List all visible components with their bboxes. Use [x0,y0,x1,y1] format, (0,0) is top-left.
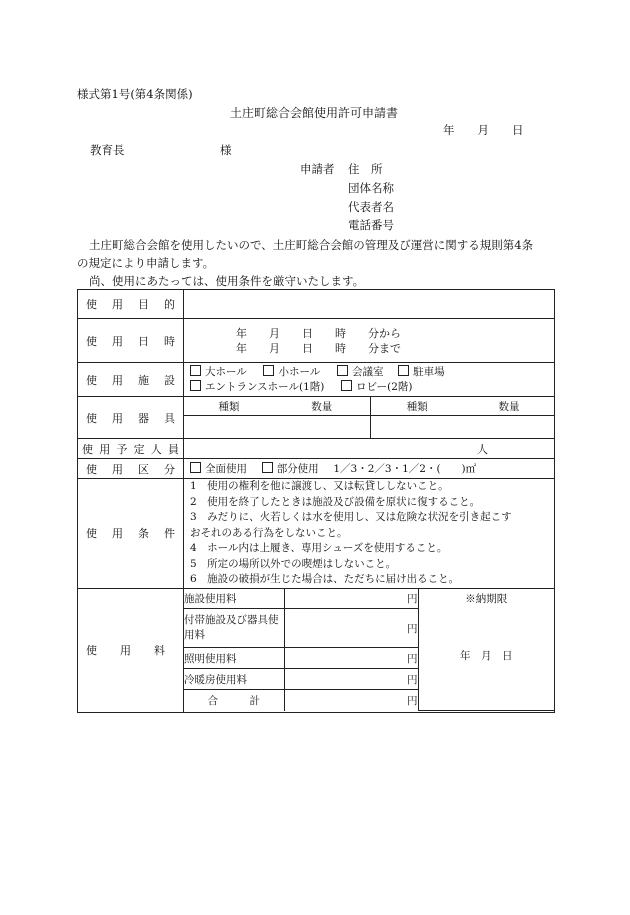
fee-aircon-amount[interactable]: 円 [284,669,418,690]
fee-facility-label: 施設使用料 [184,589,284,609]
applicant-group-label: 団体名称 [348,181,394,195]
deadline-label: ※納期限 [465,592,508,605]
conditions-list [184,479,555,589]
checkbox-icon[interactable] [190,462,201,473]
facility-large-hall: 大ホール [205,365,247,378]
fee-equipment-amount[interactable]: 円 [284,609,418,648]
label-division: 使 用 区 分 [78,459,184,479]
row-people [78,439,555,459]
applicant-rep-label: 代表者名 [348,200,394,214]
equipment-field [184,397,555,439]
fees-block [184,588,555,712]
fee-facility-amount[interactable]: 円 [284,589,418,609]
label-datetime: 使 用 日 時 [78,319,184,363]
datetime-from: 年 月 日 時 分から [236,326,401,340]
division-ratio: 1／3・2／3・1／2・( )㎡ [333,463,477,475]
application-form-table [77,289,555,713]
application-date[interactable]: 年 月 日 [443,123,524,137]
people-field[interactable] [184,439,555,459]
deadline-date[interactable]: 年 月 日 [460,649,513,662]
row-facility [78,363,555,397]
label-purpose: 使 用 目 的 [78,290,184,319]
checkbox-icon[interactable] [190,380,201,391]
row-conditions [78,479,555,589]
condition-4: 4 ホール内は上履き、専用シューズを使用すること。 [190,542,448,554]
applicant-address-label: 住 所 [348,162,383,176]
checkbox-icon[interactable] [262,462,273,473]
row-purpose [78,290,555,319]
facility-lobby: ロビー(2階) [356,380,413,393]
addressee: 教育長 [90,143,125,157]
checkbox-icon[interactable] [190,365,201,376]
document-title: 土庄町総合会館使用許可申請書 [230,106,399,120]
equipment-qty-cell[interactable] [464,416,554,439]
facility-small-hall: 小ホール [278,365,321,378]
division-partial: 部分使用 [276,463,319,475]
checkbox-icon[interactable] [398,365,409,376]
condition-3-cont: おそれのある行為をしないこと。 [190,526,348,539]
applicant-label: 申請者 [300,162,335,176]
fee-aircon-label: 冷暖房使用料 [184,669,284,690]
facility-meeting-room: 会議室 [351,365,384,378]
label-facility: 使 用 施 設 [78,363,184,397]
applicant-phone-label: 電話番号 [348,218,394,232]
condition-5: 5 所定の場所以外での喫煙はしないこと。 [190,557,397,570]
fee-equipment-label: 付帯施設及び器具使用料 [184,609,284,648]
label-equipment: 使 用 器 具 [78,397,184,439]
row-datetime [78,319,555,363]
division-field [184,459,555,479]
condition-6: 6 施設の破損が生じた場合は、ただちに届け出ること。 [190,573,460,585]
payment-deadline [418,589,554,711]
equipment-kind-cell[interactable] [184,416,274,439]
label-conditions: 使 用 条 件 [78,479,184,589]
row-division [78,459,555,479]
condition-3: 3 みだりに、火若しくは水を使用し、又は危険な状況を引き起こす [190,511,512,523]
checkbox-icon[interactable] [337,365,348,376]
body-paragraph-2: 尚、使用にあたっては、使用条件を厳守いたします。 [89,274,365,288]
row-equipment [78,397,555,439]
people-unit: 人 [477,442,488,456]
facility-parking: 駐車場 [413,365,445,378]
condition-1: 1 使用の権利を他に譲渡し、又は転貸ししないこと。 [190,480,449,492]
label-fee: 使 用 料 [78,588,184,712]
equipment-qty-header: 数量 [274,397,370,416]
facility-field [184,363,555,397]
checkbox-icon[interactable] [263,365,274,376]
datetime-field[interactable] [184,319,555,363]
fee-total-label: 合 計 [184,690,284,711]
facility-entrance-hall: エントランスホール(1階) [205,380,325,393]
row-fees [78,588,555,712]
equipment-qty-header: 数量 [464,397,554,416]
addressee-honorific: 様 [220,143,232,157]
equipment-kind-header: 種類 [370,397,464,416]
form-number: 様式第1号(第4条関係) [77,87,193,101]
equipment-qty-cell[interactable] [274,416,370,439]
fee-total-amount[interactable]: 円 [284,690,418,711]
division-full: 全面使用 [205,463,247,475]
equipment-kind-cell[interactable] [370,416,464,439]
condition-2: 2 使用を終了したときは施設及び設備を原状に復すること。 [190,495,481,508]
label-people: 使 用 予 定 人 員 [78,439,184,459]
body-paragraph-1a: 土庄町総合会館を使用したいので、土庄町総合会館の管理及び運営に関する規則第4条 [89,238,534,252]
fee-lighting-label: 照明使用料 [184,648,284,669]
checkbox-icon[interactable] [341,380,352,391]
body-paragraph-1b: の規定により申請します。 [77,256,215,270]
fee-lighting-amount[interactable]: 円 [284,648,418,669]
purpose-field[interactable] [184,290,555,319]
datetime-to: 年 月 日 時 分まで [236,341,401,355]
equipment-kind-header: 種類 [184,397,274,416]
